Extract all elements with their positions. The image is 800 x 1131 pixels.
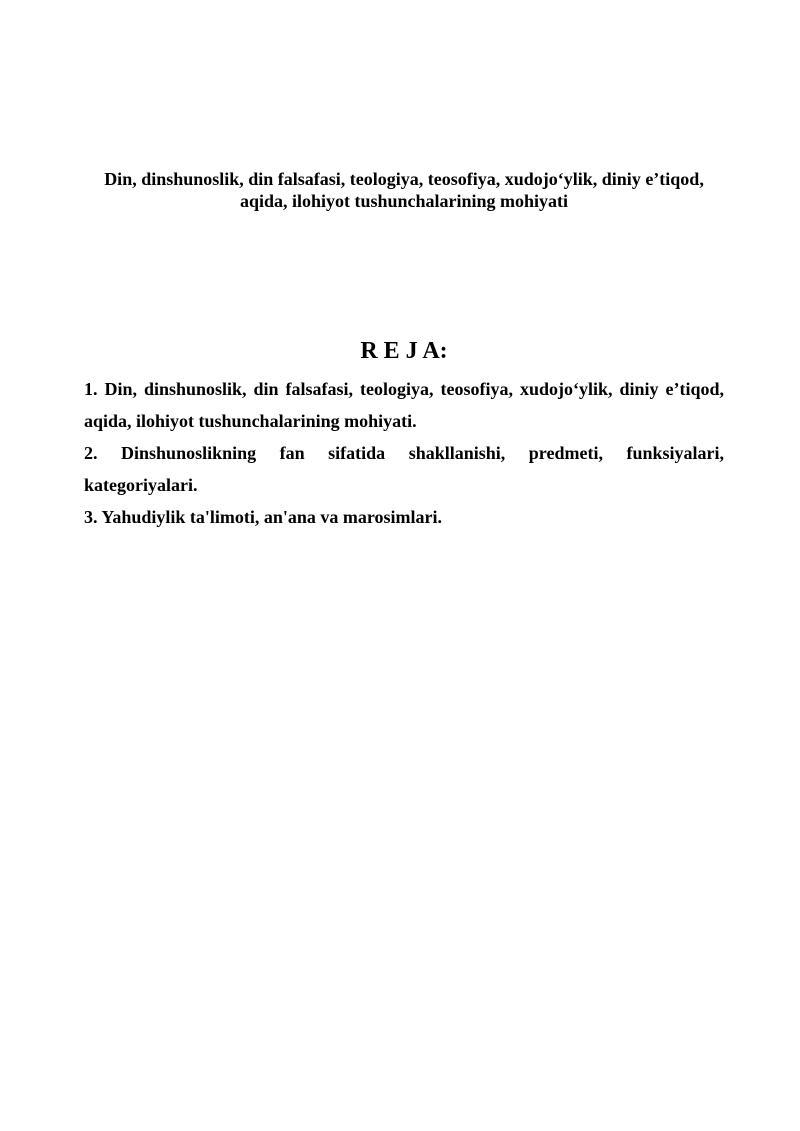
document-title: Din, dinshunoslik, din falsafasi, teologiya, teosofiya, xudojo‘ylik, diniy e’tiqod, aqida, ilohiyot tushunchalarining mohiyati xyxy=(104,169,704,211)
plan-list xyxy=(84,373,724,533)
plan-item-1: 1. Din, dinshunoslik, din falsafasi, teologiya, teosofiya, xudojo‘ylik, diniy e’tiqod, aqida, ilohiyot tushunchalarining mohiyati. xyxy=(84,379,724,431)
plan-heading: R E J A: xyxy=(360,338,448,364)
plan-item-2: 2. Dinshunoslikning fan sifatida shakllanishi, predmeti, funksiyalari, kategoriyalari. xyxy=(84,443,724,495)
plan-item-3: 3. Yahudiylik ta'limoti, an'ana va marosimlari. xyxy=(84,507,443,527)
